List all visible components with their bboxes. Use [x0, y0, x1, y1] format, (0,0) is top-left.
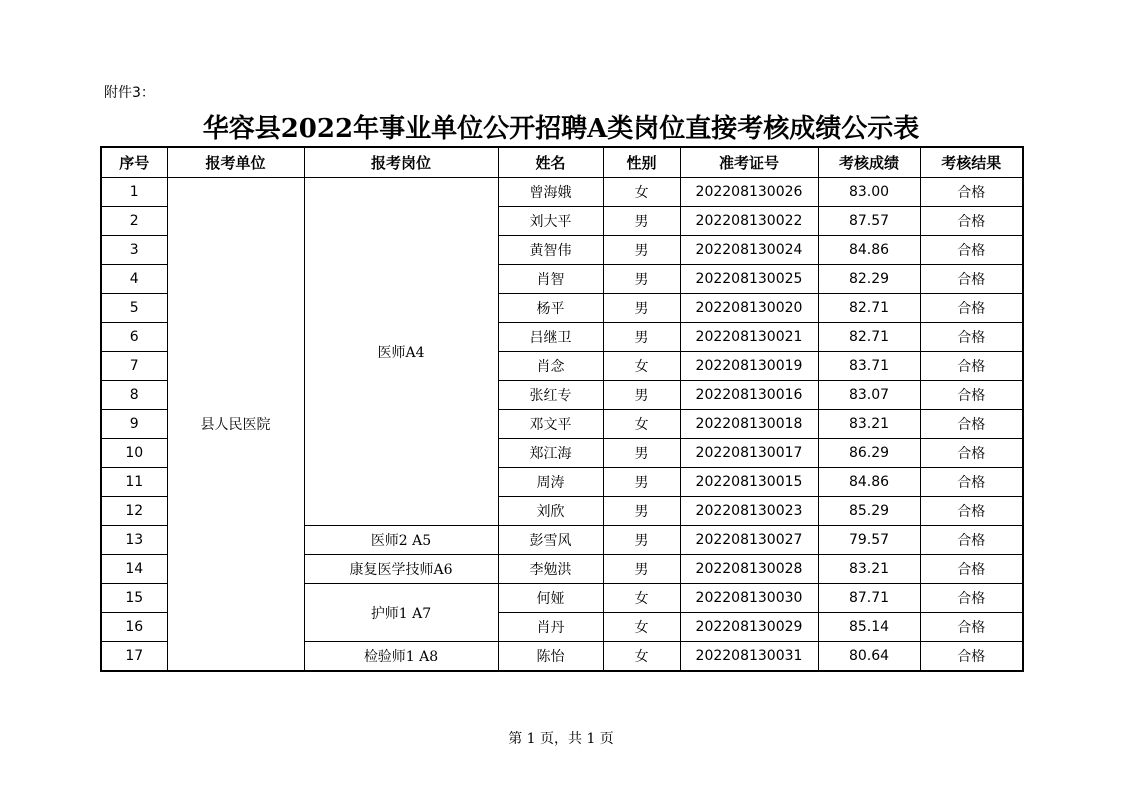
cell-no: 2 [101, 207, 167, 236]
cell-score: 86.29 [818, 439, 920, 468]
cell-score: 82.29 [818, 265, 920, 294]
cell-name: 陈怡 [498, 642, 603, 672]
cell-result: 合格 [920, 207, 1023, 236]
cell-result: 合格 [920, 352, 1023, 381]
cell-result: 合格 [920, 555, 1023, 584]
cell-result: 合格 [920, 439, 1023, 468]
cell-name: 何娅 [498, 584, 603, 613]
header-result: 考核结果 [920, 147, 1023, 178]
cell-score: 87.57 [818, 207, 920, 236]
cell-ticket: 202208130018 [680, 410, 818, 439]
cell-score: 82.71 [818, 323, 920, 352]
cell-no: 7 [101, 352, 167, 381]
cell-result: 合格 [920, 236, 1023, 265]
cell-name: 肖丹 [498, 613, 603, 642]
cell-no: 9 [101, 410, 167, 439]
cell-result: 合格 [920, 613, 1023, 642]
cell-result: 合格 [920, 642, 1023, 672]
cell-gender: 女 [603, 613, 680, 642]
cell-no: 13 [101, 526, 167, 555]
cell-gender: 男 [603, 468, 680, 497]
cell-name: 肖智 [498, 265, 603, 294]
cell-name: 曾海娥 [498, 178, 603, 207]
cell-gender: 男 [603, 207, 680, 236]
cell-ticket: 202208130021 [680, 323, 818, 352]
cell-ticket: 202208130024 [680, 236, 818, 265]
cell-score: 82.71 [818, 294, 920, 323]
cell-score: 83.07 [818, 381, 920, 410]
cell-result: 合格 [920, 178, 1023, 207]
cell-no: 10 [101, 439, 167, 468]
cell-result: 合格 [920, 410, 1023, 439]
header-score: 考核成绩 [818, 147, 920, 178]
cell-score: 84.86 [818, 236, 920, 265]
cell-no: 6 [101, 323, 167, 352]
attachment-label: 附件3： [104, 85, 155, 101]
cell-score: 80.64 [818, 642, 920, 672]
cell-no: 5 [101, 294, 167, 323]
cell-score: 85.29 [818, 497, 920, 526]
cell-ticket: 202208130026 [680, 178, 818, 207]
cell-gender: 男 [603, 555, 680, 584]
header-position: 报考岗位 [304, 147, 498, 178]
cell-gender: 男 [603, 294, 680, 323]
cell-name: 刘大平 [498, 207, 603, 236]
cell-name: 李勉洪 [498, 555, 603, 584]
cell-gender: 男 [603, 526, 680, 555]
page-footer: 第 1 页，共 1 页 [508, 731, 614, 747]
cell-ticket: 202208130023 [680, 497, 818, 526]
cell-score: 87.71 [818, 584, 920, 613]
cell-no: 17 [101, 642, 167, 672]
cell-gender: 男 [603, 236, 680, 265]
cell-no: 11 [101, 468, 167, 497]
cell-score: 83.71 [818, 352, 920, 381]
cell-gender: 男 [603, 381, 680, 410]
table-row [101, 178, 1023, 207]
cell-result: 合格 [920, 468, 1023, 497]
header-unit: 报考单位 [167, 147, 304, 178]
cell-ticket: 202208130020 [680, 294, 818, 323]
cell-gender: 男 [603, 265, 680, 294]
cell-score: 83.00 [818, 178, 920, 207]
cell-result: 合格 [920, 381, 1023, 410]
cell-no: 1 [101, 178, 167, 207]
table-body [101, 178, 1023, 672]
cell-score: 79.57 [818, 526, 920, 555]
cell-ticket: 202208130015 [680, 468, 818, 497]
cell-gender: 女 [603, 352, 680, 381]
cell-ticket: 202208130028 [680, 555, 818, 584]
header-gender: 性别 [603, 147, 680, 178]
cell-no: 12 [101, 497, 167, 526]
cell-gender: 男 [603, 323, 680, 352]
cell-result: 合格 [920, 294, 1023, 323]
cell-ticket: 202208130030 [680, 584, 818, 613]
cell-ticket: 202208130029 [680, 613, 818, 642]
cell-name: 杨平 [498, 294, 603, 323]
cell-ticket: 202208130022 [680, 207, 818, 236]
cell-result: 合格 [920, 584, 1023, 613]
cell-no: 14 [101, 555, 167, 584]
cell-gender: 女 [603, 410, 680, 439]
cell-name: 彭雪风 [498, 526, 603, 555]
header-name: 姓名 [498, 147, 603, 178]
cell-position: 护师1 A7 [304, 584, 498, 642]
cell-result: 合格 [920, 265, 1023, 294]
cell-ticket: 202208130016 [680, 381, 818, 410]
cell-gender: 女 [603, 584, 680, 613]
cell-position: 医师2 A5 [304, 526, 498, 555]
cell-ticket: 202208130017 [680, 439, 818, 468]
header-ticket: 准考证号 [680, 147, 818, 178]
cell-position: 康复医学技师A6 [304, 555, 498, 584]
cell-gender: 女 [603, 642, 680, 672]
cell-ticket: 202208130025 [680, 265, 818, 294]
cell-name: 肖念 [498, 352, 603, 381]
cell-score: 84.86 [818, 468, 920, 497]
table-header-row [101, 147, 1023, 178]
score-table [100, 146, 1024, 672]
cell-result: 合格 [920, 323, 1023, 352]
page-title: 华容县2022年事业单位公开招聘A类岗位直接考核成绩公示表 [202, 114, 920, 144]
cell-ticket: 202208130031 [680, 642, 818, 672]
cell-score: 83.21 [818, 410, 920, 439]
cell-gender: 男 [603, 497, 680, 526]
cell-name: 张红专 [498, 381, 603, 410]
cell-result: 合格 [920, 497, 1023, 526]
cell-name: 邓文平 [498, 410, 603, 439]
cell-unit: 县人民医院 [167, 178, 304, 672]
cell-ticket: 202208130019 [680, 352, 818, 381]
cell-no: 15 [101, 584, 167, 613]
cell-no: 8 [101, 381, 167, 410]
cell-gender: 女 [603, 178, 680, 207]
cell-position: 医师A4 [304, 178, 498, 526]
cell-position: 检验师1 A8 [304, 642, 498, 672]
cell-name: 吕继卫 [498, 323, 603, 352]
cell-ticket: 202208130027 [680, 526, 818, 555]
cell-name: 刘欣 [498, 497, 603, 526]
cell-result: 合格 [920, 526, 1023, 555]
cell-no: 16 [101, 613, 167, 642]
header-no: 序号 [101, 147, 167, 178]
cell-score: 85.14 [818, 613, 920, 642]
cell-gender: 男 [603, 439, 680, 468]
cell-no: 4 [101, 265, 167, 294]
cell-name: 黄智伟 [498, 236, 603, 265]
cell-name: 周涛 [498, 468, 603, 497]
cell-no: 3 [101, 236, 167, 265]
cell-score: 83.21 [818, 555, 920, 584]
cell-name: 郑江海 [498, 439, 603, 468]
